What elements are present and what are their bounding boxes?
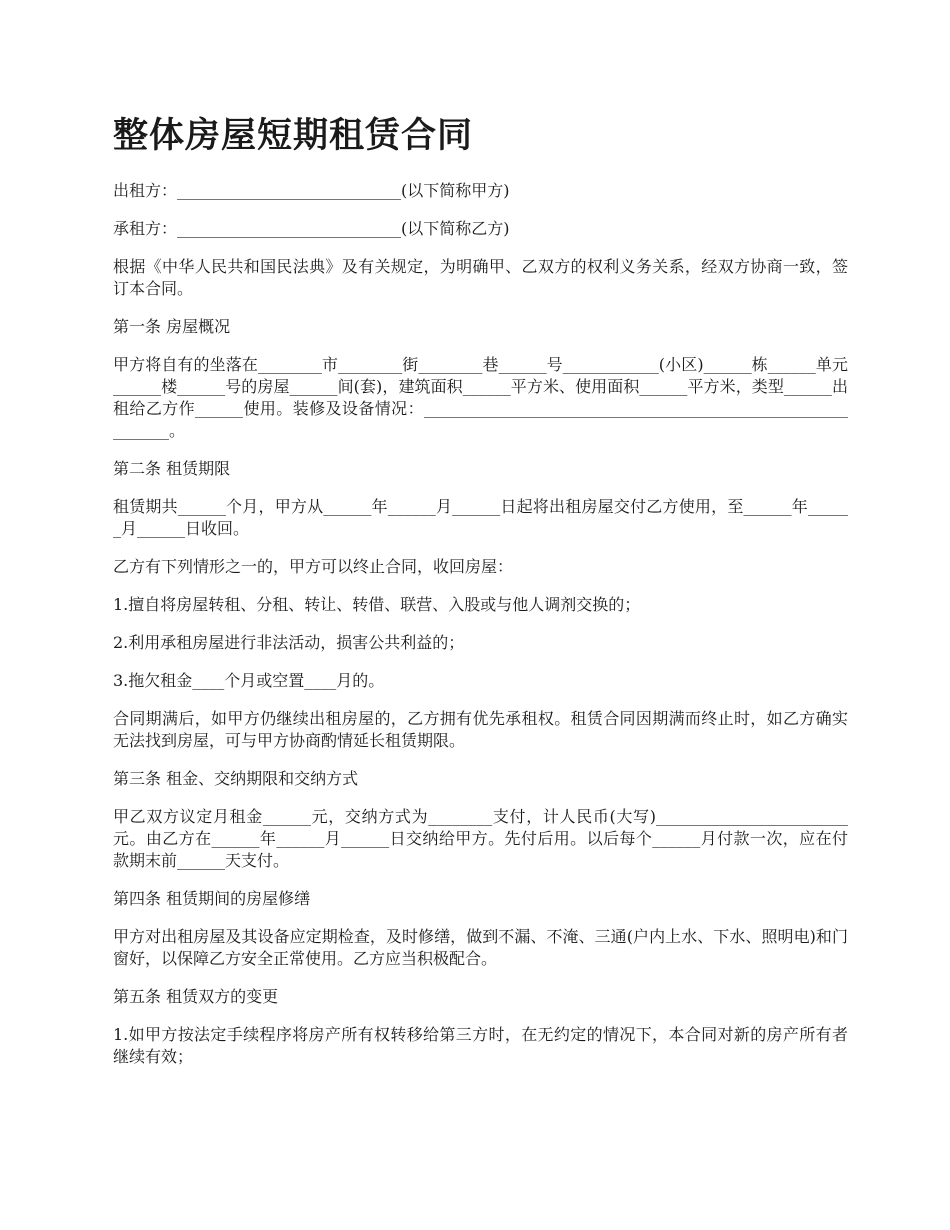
lessee-line: 承租方：____________________________(以下简称乙方): [113, 219, 510, 238]
article-3-heading: 第三条 租金、交纳期限和交纳方式: [113, 769, 359, 788]
termination-item-1: 1.擅自将房屋转租、分租、转让、转借、联营、入股或与他人调剂交换的；: [113, 595, 641, 614]
termination-item-3: 3.拖欠租金____个月或空置____月的。: [113, 671, 385, 690]
article-3-body: 甲乙双方议定月租金______元，交纳方式为________支付，计人民币(大写)________________________元。由乙方在______年______月______日交纳给甲方。先付后用。以后每个______月付款一次，应在付款期末前______天支付。: [113, 807, 848, 870]
article-5-item-1: 1.如甲方按法定手续程序将房产所有权转移给第三方时，在无约定的情况下，本合同对新的房产所有者继续有效；: [113, 1025, 848, 1066]
article-2-heading: 第二条 租赁期限: [113, 459, 231, 478]
article-4-body: 甲方对出租房屋及其设备应定期检查，及时修缮，做到不漏、不淹、三通(户内上水、下水、照明电)和门窗好，以保障乙方安全正常使用。乙方应当积极配合。: [113, 927, 848, 968]
article-2-body: 租赁期共______个月，甲方从______年______月______日起将出租房屋交付乙方使用，至______年______月______日收回。: [113, 497, 848, 538]
termination-intro: 乙方有下列情形之一的，甲方可以终止合同，收回房屋：: [113, 557, 514, 576]
document-title: 整体房屋短期租赁合同: [113, 116, 474, 156]
renewal-paragraph: 合同期满后，如甲方仍继续出租房屋的，乙方拥有优先承租权。租赁合同因期满而终止时，如乙方确实无法找到房屋，可与甲方协商酌情延长租赁期限。: [113, 709, 848, 750]
article-4-heading: 第四条 租赁期间的房屋修缮: [113, 889, 311, 908]
article-5-heading: 第五条 租赁双方的变更: [113, 987, 279, 1006]
article-1-body: 甲方将自有的坐落在________市________街________巷______号____________(小区)______栋______单元______楼______号的房屋______间(套)，建筑面积______平方米、使用面积______平方米，类型______出租给乙方作______使用。装修及设备情况：____________________________________________________________。: [113, 355, 848, 440]
article-1-heading: 第一条 房屋概况: [113, 317, 231, 336]
lessor-line: 出租方：____________________________(以下简称甲方): [113, 181, 510, 200]
document-page: [113, 112, 848, 1084]
termination-item-2: 2.利用承租房屋进行非法活动，损害公共利益的；: [113, 633, 465, 652]
preamble-paragraph: 根据《中华人民共和国民法典》及有关规定，为明确甲、乙双方的权利义务关系，经双方协商一致，签订本合同。: [113, 257, 848, 298]
